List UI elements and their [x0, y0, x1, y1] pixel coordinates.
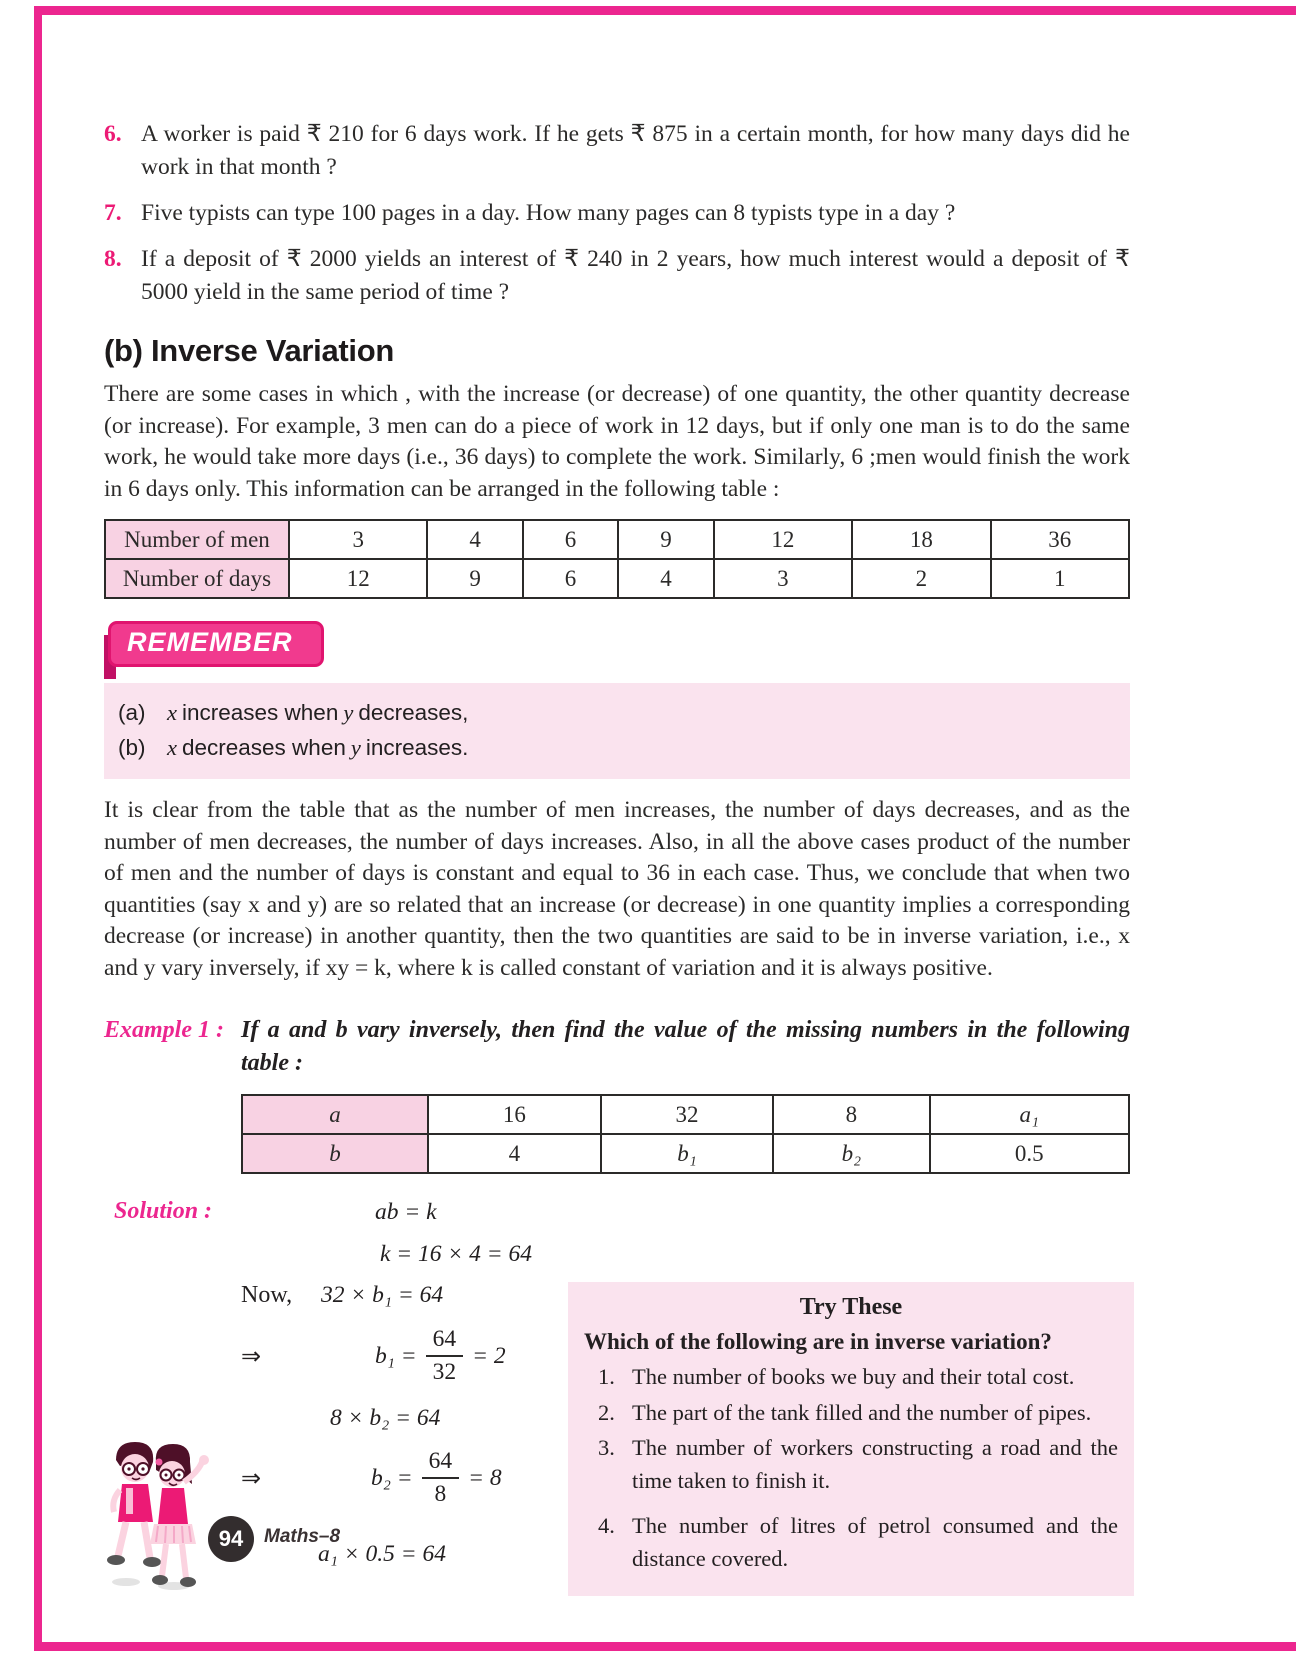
equation: ab = k	[375, 1198, 437, 1225]
item-label: (a)	[118, 700, 146, 725]
fraction-rhs: = 2	[472, 1342, 506, 1369]
men-days-table	[104, 519, 1130, 599]
row-label-cell: Number of men	[105, 520, 289, 559]
equation: k = 16 × 4 = 64	[380, 1241, 533, 1267]
denominator: 32	[432, 1359, 457, 1385]
step-prefix: Now,	[241, 1281, 293, 1308]
value-cell: 18	[852, 520, 990, 559]
try-these-list	[584, 1361, 1118, 1575]
item-number: 4.	[598, 1513, 615, 1538]
denominator: 8	[434, 1481, 447, 1507]
value-cell: b₂	[773, 1134, 929, 1173]
math-line	[241, 1230, 681, 1268]
ab-table	[241, 1094, 1130, 1174]
try-these-question: Which of the following are in inverse variation?	[584, 1329, 1052, 1354]
remember-item-b	[118, 730, 1112, 765]
item-number: 2.	[598, 1399, 615, 1425]
value-cell: 6	[523, 559, 618, 598]
table-row-days	[105, 559, 1129, 598]
item-text: The part of the tank filled and the number of pipes.	[632, 1399, 1092, 1425]
item-text-end: decreases,	[358, 700, 469, 725]
fraction	[426, 1326, 464, 1386]
variable-y: y	[343, 700, 354, 725]
page-frame-bottom	[34, 1642, 1296, 1651]
mascot-characters-illustration	[96, 1430, 218, 1592]
value-cell: 4	[427, 520, 522, 559]
value-cell: 12	[289, 559, 427, 598]
implies-arrow: ⇒	[241, 1343, 262, 1370]
section-heading: (b) Inverse Variation	[104, 333, 395, 368]
intro-paragraph: There are some cases in which , with the increase (or decrease) of one quantity, the other quantity decrease (or increase). For example, 3 men can do a piece of work in 12 days, but if only one man is to do the same work, he would take more days (i.e., 36 days) to complete the work. Similarly, 6 ;men would finish the work in 6 days only. This information can be arranged in the following table :	[104, 381, 1130, 502]
equation: a₁ × 0.5 = 64	[318, 1540, 447, 1567]
question-item-8	[104, 243, 1130, 309]
item-label: (b)	[118, 735, 146, 760]
book-title-label: Maths–8	[264, 1526, 341, 1547]
remember-item-a	[118, 695, 1112, 730]
value-cell: 9	[618, 520, 713, 559]
numerator: 64	[422, 1448, 460, 1479]
implies-arrow: ⇒	[241, 1465, 262, 1492]
row-label-cell: b	[242, 1134, 428, 1173]
table-row-men	[105, 520, 1129, 559]
variable-x: x	[167, 735, 177, 760]
question-item-7	[104, 197, 1130, 230]
question-number: 7.	[104, 200, 122, 226]
item-text: The number of books we buy and their total cost.	[632, 1364, 1075, 1389]
question-text: If a deposit of ₹ 2000 yields an interest of ₹ 240 in 2 years, how much interest would a deposit of ₹ 5000 yield in the same period of time ?	[141, 246, 1130, 305]
solution-label: Solution :	[114, 1198, 213, 1224]
try-these-item	[584, 1432, 1118, 1497]
value-cell: b₁	[601, 1134, 774, 1173]
value-cell: 3	[289, 520, 427, 559]
table-row-a	[242, 1095, 1129, 1134]
equation: 8 × b₂ = 64	[330, 1404, 441, 1431]
equation: 32 × b₁ = 64	[321, 1281, 444, 1308]
value-cell: 2	[852, 559, 990, 598]
fraction-rhs: = 8	[468, 1464, 502, 1491]
value-cell: 8	[773, 1095, 929, 1134]
question-list	[104, 118, 1130, 309]
fraction-lhs: b₁ =	[375, 1342, 417, 1369]
item-text	[162, 695, 468, 730]
item-number: 3.	[598, 1435, 615, 1460]
value-cell: 4	[618, 559, 713, 598]
remember-box	[104, 683, 1130, 779]
row-label-cell: Number of days	[105, 559, 289, 598]
value-cell: 1	[991, 559, 1129, 598]
variable-y: y	[350, 735, 361, 760]
page-content	[104, 0, 1130, 1594]
try-these-title: Try These	[799, 1294, 903, 1320]
question-text: Five typists can type 100 pages in a day. How many pages can 8 typists type in a day ?	[141, 200, 956, 226]
item-text: The number of litres of petrol consumed and the distance covered.	[632, 1513, 1118, 1571]
remember-ribbon-wrap	[104, 621, 1130, 671]
value-cell: 6	[523, 520, 618, 559]
page-number-badge: 94	[208, 1516, 254, 1562]
value-cell: 12	[714, 520, 852, 559]
example-1	[104, 1014, 1130, 1080]
value-cell: 32	[601, 1095, 774, 1134]
remember-ribbon: REMEMBER	[108, 621, 324, 667]
value-cell: 16	[428, 1095, 601, 1134]
page-footer	[96, 1430, 516, 1600]
page-frame-left	[34, 6, 42, 1646]
value-cell: a₁	[930, 1095, 1129, 1134]
item-text-mid: increases when	[182, 700, 339, 725]
try-these-box	[568, 1282, 1134, 1596]
item-text: The number of workers constructing a road and the time taken to finish it.	[632, 1435, 1118, 1493]
numerator: 64	[426, 1326, 464, 1357]
example-label: Example 1 :	[104, 1017, 224, 1043]
question-text: A worker is paid ₹ 210 for 6 days work. If he gets ₹ 875 in a certain month, for how many days did he work in that month ?	[141, 121, 1130, 180]
math-line	[241, 1194, 681, 1230]
question-number: 6.	[104, 121, 122, 147]
item-number: 1.	[598, 1364, 615, 1389]
value-cell: 3	[714, 559, 852, 598]
example-statement: If a and b vary inversely, then find the value of the missing numbers in the following table :	[241, 1017, 1130, 1076]
question-item-6	[104, 118, 1130, 184]
fraction-lhs: b₂ =	[371, 1464, 413, 1491]
item-text-mid: decreases when	[182, 735, 346, 760]
value-cell: 0.5	[930, 1134, 1129, 1173]
item-text	[162, 730, 468, 765]
value-cell: 9	[427, 559, 522, 598]
analysis-paragraph: It is clear from the table that as the number of men increases, the number of days decreases, and as the number of men decreases, the number of days increases. Also, in all the above cases product of the number of men and the number of days is constant and equal to 36 in each case. Thus, we conclude that when two quantities (say x and y) are so related that an increase (or decrease) in one quantity implies a corresponding decrease (or increase) in another quantity, then the two quantities are said to be in inverse variation, i.e., x and y vary inversely, if xy = k, where k is called constant of variation and it is always positive.	[104, 797, 1130, 981]
try-these-item	[584, 1510, 1118, 1575]
try-these-item	[584, 1397, 1118, 1430]
value-cell: 4	[428, 1134, 601, 1173]
equation-with-fraction	[375, 1326, 506, 1386]
table-row-b	[242, 1134, 1129, 1173]
question-number: 8.	[104, 246, 122, 272]
row-label-cell: a	[242, 1095, 428, 1134]
variable-x: x	[167, 700, 177, 725]
item-text-end: increases.	[365, 735, 469, 760]
value-cell: 36	[991, 520, 1129, 559]
try-these-item	[584, 1361, 1118, 1394]
